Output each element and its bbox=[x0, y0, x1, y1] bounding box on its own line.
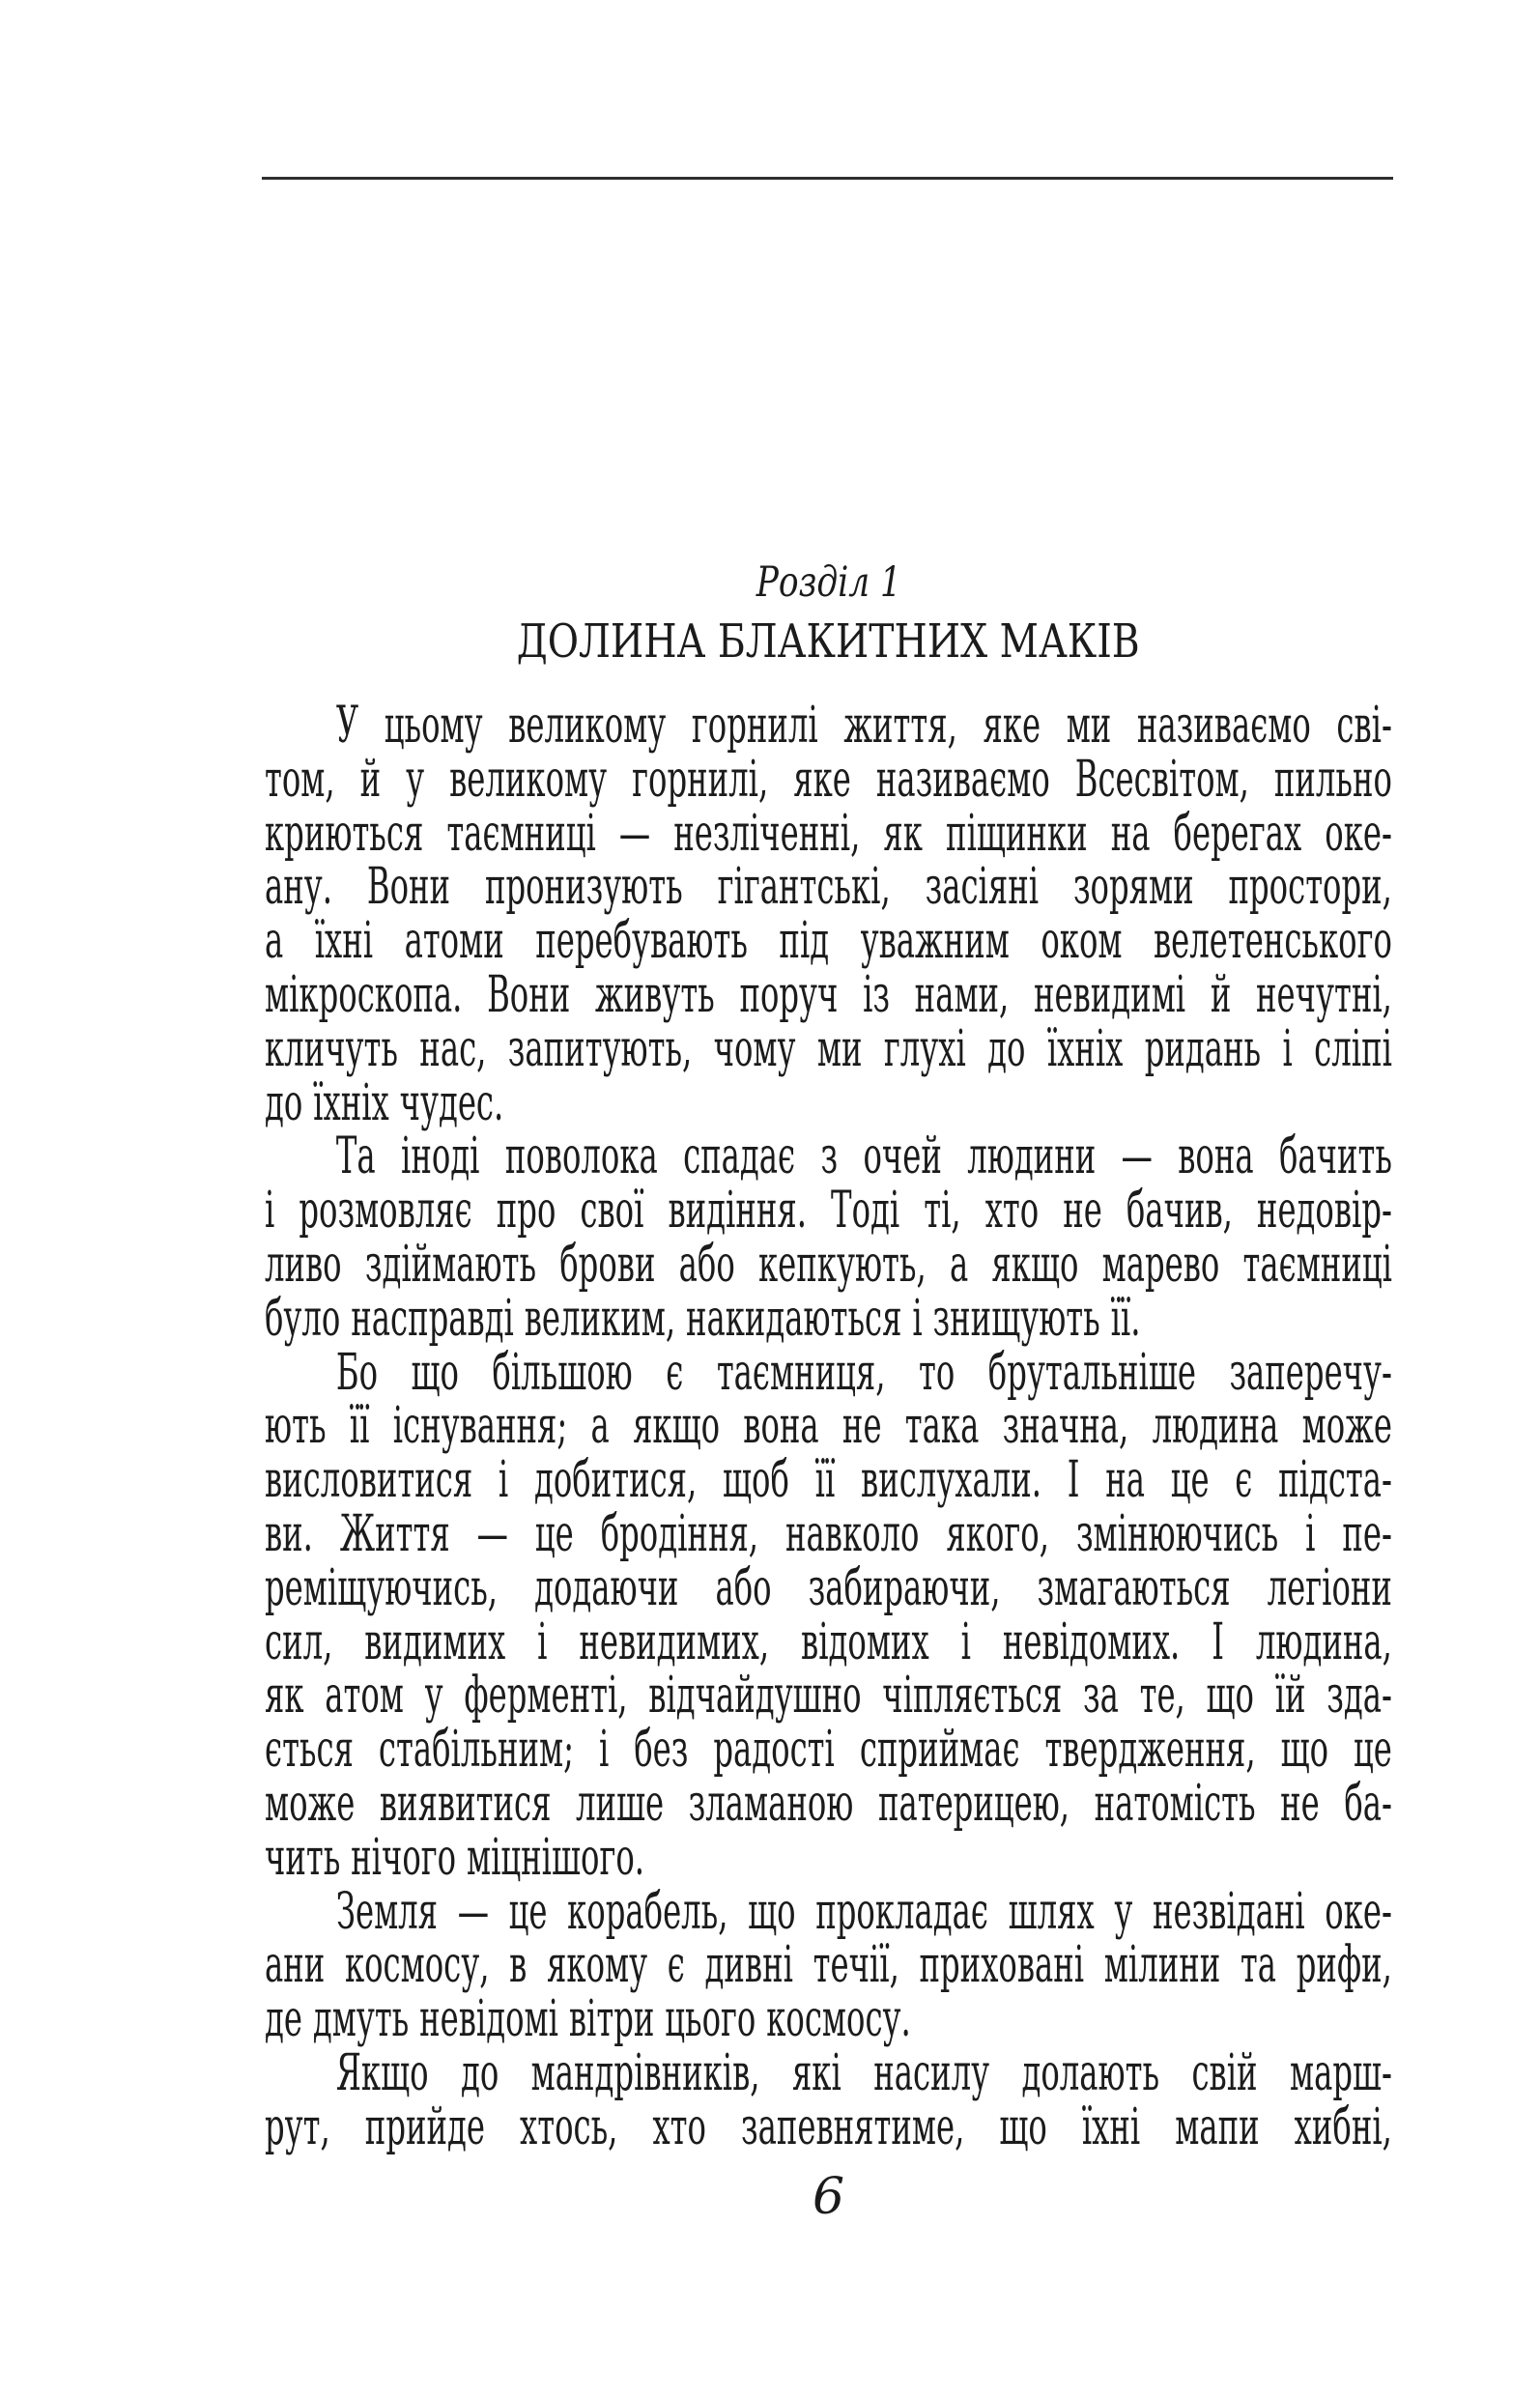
text-line: Земля — це корабель, що прокладає шлях у незвідані оке- bbox=[335, 1882, 1392, 1941]
page-number: 6 bbox=[812, 2168, 845, 2226]
text-line: криються таємниці — незліченні, як піщинки на берегах оке- bbox=[265, 804, 1392, 863]
text-line: У цьому великому горнилі життя, яке ми називаємо сві- bbox=[335, 697, 1392, 755]
body-text bbox=[265, 699, 1392, 2155]
text-line: Якщо до мандрівників, які насилу долають свій марш- bbox=[335, 2043, 1392, 2102]
text-line: Бо що більшою є таємниця, то брутальніше заперечу- bbox=[335, 1343, 1392, 1402]
text-line: ани космосу, в якому є дивні течії, приховані мілини та рифи, bbox=[265, 1936, 1392, 1995]
text-line: а їхні атоми перебувають під уважним оком велетенського bbox=[265, 912, 1392, 971]
text-line: кличуть нас, запитують, чому ми глухі до їхніх ридань і сліпі bbox=[265, 1019, 1392, 1078]
text-line: де дмуть невідомі вітри цього космосу. bbox=[265, 1990, 911, 2049]
text-line: чить нічого міцнішого. bbox=[265, 1828, 645, 1887]
text-line: ливо здіймають брови або кепкують, а якщо марево таємниці bbox=[265, 1235, 1392, 1294]
chapter-title-text: ДОЛИНА БЛАКИТНИХ МАКІВ bbox=[517, 614, 1140, 669]
text-line: ється стабільним; і без радості сприймає твердження, що це bbox=[265, 1721, 1392, 1780]
chapter-title bbox=[265, 614, 1392, 669]
text-line: і розмовляє про свої видіння. Тоді ті, хто не бачив, недовір- bbox=[265, 1182, 1392, 1241]
text-line: було насправді великим, накидаються і знищують її. bbox=[265, 1289, 1141, 1348]
chapter-label-text: Розділ 1 bbox=[756, 558, 901, 607]
chapter-label bbox=[265, 558, 1392, 607]
text-line: мікроскопа. Вони живуть поруч із нами, невидимі й нечутні, bbox=[265, 965, 1392, 1024]
text-line: висловитися і добитися, щоб її вислухали. І на це є підста- bbox=[265, 1451, 1392, 1510]
text-line: сил, видимих і невидимих, відомих і невідомих. І людина, bbox=[265, 1612, 1392, 1671]
text-line: реміщуючись, додаючи або забираючи, змагаються легіони bbox=[265, 1558, 1392, 1617]
text-line: ану. Вони пронизують гігантські, засіяні зорями простори, bbox=[265, 858, 1392, 917]
text-line: як атом у ферменті, відчайдушно чіпляється за те, що їй зда- bbox=[265, 1667, 1392, 1726]
text-line: ють її існування; а якщо вона не така значна, людина може bbox=[265, 1397, 1392, 1456]
text-line: до їхніх чудес. bbox=[265, 1073, 504, 1132]
text-line: Та іноді поволока спадає з очей людини — вона бачить bbox=[335, 1127, 1392, 1186]
chapter-top-rule bbox=[262, 177, 1393, 180]
text-line: може виявитися лише зламаною патерицею, натомість не ба- bbox=[265, 1774, 1392, 1833]
text-line: том, й у великому горнилі, яке називаємо Всесвітом, пильно bbox=[265, 750, 1392, 809]
text-line: рут, прийде хтось, хто запевнятиме, що їхні мапи хибні, bbox=[265, 2097, 1392, 2156]
text-line: ви. Життя — це бродіння, навколо якого, змінюючись і пе- bbox=[265, 1504, 1392, 1563]
